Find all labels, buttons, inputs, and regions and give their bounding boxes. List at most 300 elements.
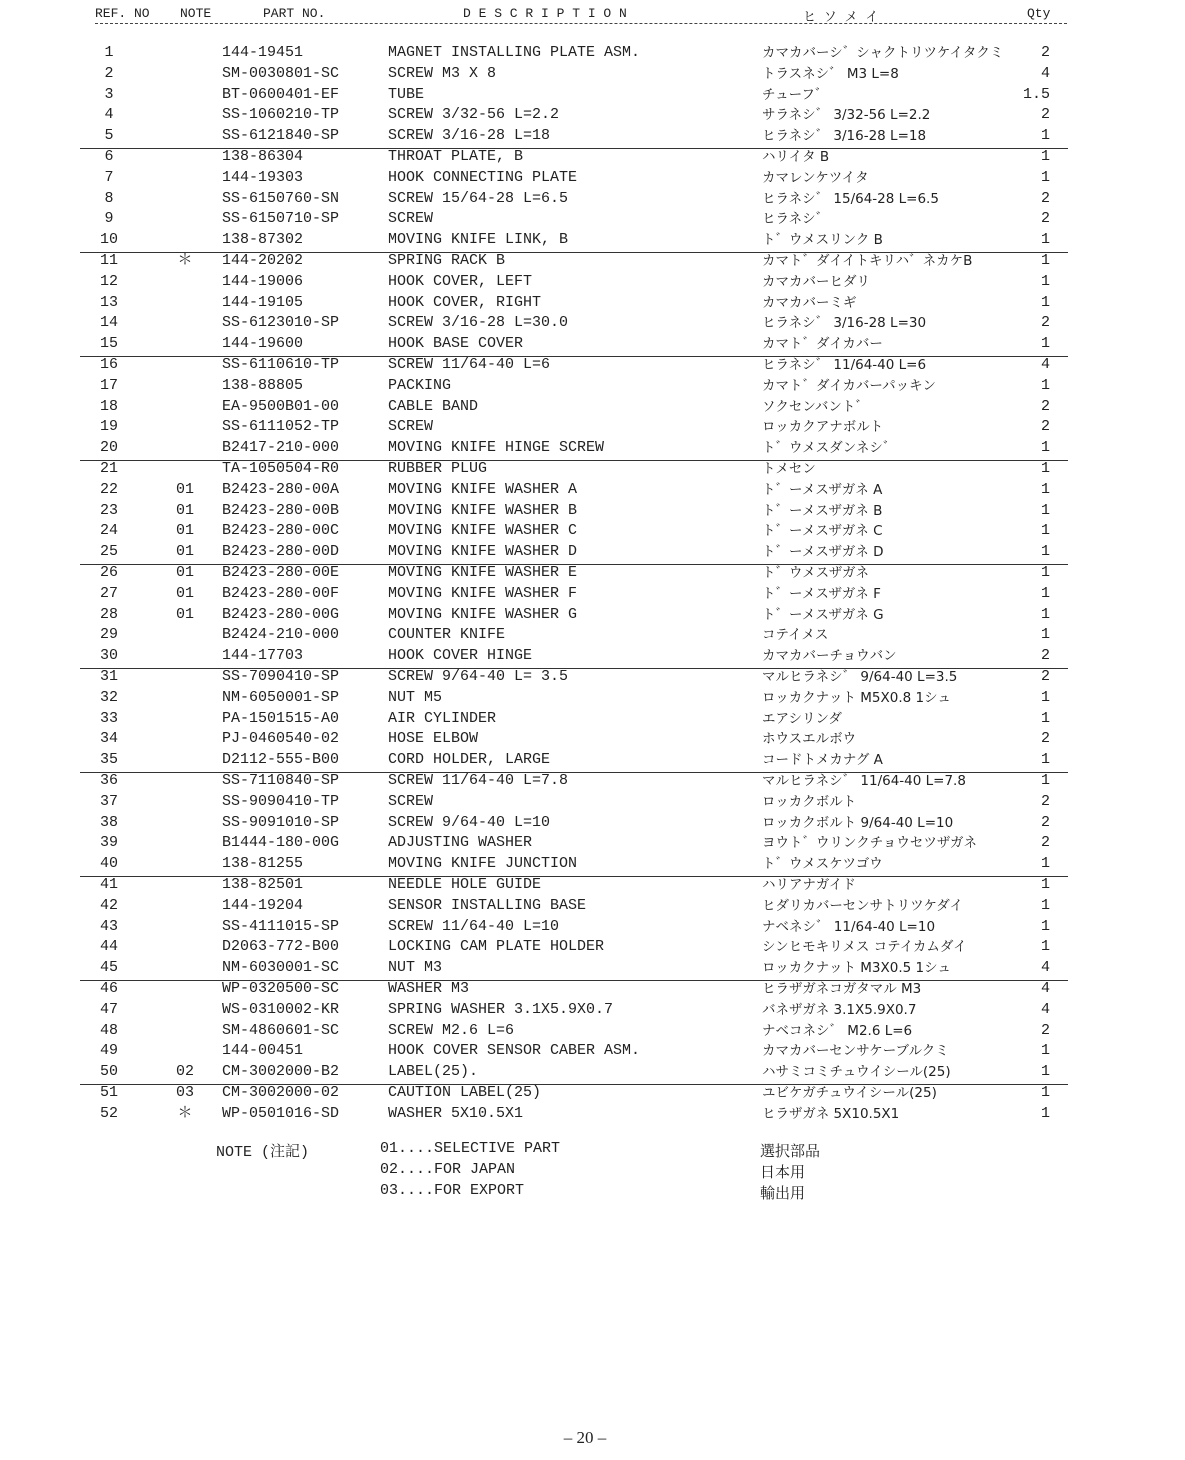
note-code-02: 02....FOR JAPAN bbox=[380, 1161, 516, 1178]
ref-no-cell: 35 bbox=[99, 751, 118, 769]
header-description: D E S C R I P T I O N bbox=[463, 6, 627, 21]
header-part-no: PART NO. bbox=[263, 6, 326, 21]
kana-name-cell: サラネシ゛ 3/32-56 L=2.2 bbox=[762, 107, 931, 124]
kana-name-cell: カマカバーヒダリ bbox=[762, 273, 870, 290]
description-cell: HOOK COVER, RIGHT bbox=[388, 293, 542, 311]
qty-cell: 2 bbox=[1040, 314, 1050, 332]
qty-cell: 2 bbox=[1040, 418, 1050, 436]
table-row bbox=[0, 605, 1185, 626]
ref-no-cell: 12 bbox=[99, 272, 118, 290]
part-no-cell: SS-7090410-SP bbox=[222, 668, 340, 685]
part-no-cell: 138-86304 bbox=[222, 148, 304, 165]
ref-no-cell: 31 bbox=[99, 668, 118, 685]
qty-cell: 1.5 bbox=[1022, 85, 1050, 103]
page-number: – 20 – bbox=[563, 1428, 607, 1447]
part-no-cell: PA-1501515-A0 bbox=[222, 709, 340, 727]
qty-cell: 1 bbox=[1040, 917, 1050, 935]
kana-name-cell: ト゛ーメスザガネ C bbox=[762, 523, 883, 540]
table-row bbox=[0, 958, 1185, 979]
note-cell: 01 bbox=[175, 480, 194, 498]
qty-cell: 1 bbox=[1040, 564, 1050, 581]
description-cell: SCREW 9/64-40 L=10 bbox=[388, 813, 551, 831]
kana-name-cell: ロッカクボルト bbox=[762, 793, 857, 810]
description-cell: SPRING WASHER 3.1X5.9X0.7 bbox=[388, 1000, 614, 1018]
qty-cell: 1 bbox=[1040, 460, 1050, 477]
ref-no-cell: 2 bbox=[104, 64, 114, 82]
table-row bbox=[0, 1000, 1185, 1021]
kana-name-cell: ト゛ーメスザガネ F bbox=[762, 585, 881, 602]
qty-cell: 2 bbox=[1040, 668, 1050, 685]
kana-name-cell: ト゛ーメスザガネ D bbox=[762, 544, 884, 561]
part-no-cell: B2423-280-00A bbox=[222, 480, 340, 498]
kana-name-cell: カマカバーミギ bbox=[762, 294, 857, 311]
table-row bbox=[0, 105, 1185, 126]
ref-no-cell: 1 bbox=[104, 44, 114, 61]
kana-name-cell: カマト゛ダイカバー bbox=[762, 336, 883, 353]
qty-cell: 1 bbox=[1040, 439, 1050, 457]
note-code-01: 01....SELECTIVE PART bbox=[380, 1140, 561, 1157]
part-no-cell: WP-0320500-SC bbox=[222, 980, 340, 997]
part-no-cell: BT-0600401-EF bbox=[222, 85, 340, 103]
table-header bbox=[95, 6, 1067, 28]
description-cell: HOOK CONNECTING PLATE bbox=[388, 168, 578, 186]
description-cell: LOCKING CAM PLATE HOLDER bbox=[388, 938, 605, 956]
qty-cell: 1 bbox=[1040, 896, 1050, 914]
ref-no-cell: 18 bbox=[99, 397, 118, 415]
description-cell: SCREW 15/64-28 L=6.5 bbox=[388, 189, 569, 207]
ref-no-cell: 41 bbox=[99, 876, 118, 893]
header-note: NOTE bbox=[180, 6, 212, 21]
ref-no-cell: 52 bbox=[99, 1104, 118, 1122]
kana-name-cell: ヒダリカバーセンサトリツケダイ bbox=[762, 897, 964, 914]
kana-name-cell: マルヒラネシ゛ 9/64-40 L=3.5 bbox=[762, 669, 958, 685]
description-cell: SCREW bbox=[388, 418, 434, 436]
description-cell: LABEL(25). bbox=[388, 1063, 479, 1081]
part-no-cell: D2112-555-B00 bbox=[222, 751, 340, 769]
header-ref-no: REF. NO bbox=[95, 6, 150, 21]
table-row bbox=[0, 563, 1185, 584]
table-row bbox=[0, 979, 1185, 1000]
description-cell: MOVING KNIFE JUNCTION bbox=[388, 855, 578, 873]
qty-cell: 1 bbox=[1040, 1042, 1050, 1060]
kana-name-cell: カマト゛ダイカバーパッキン bbox=[762, 377, 937, 394]
part-no-cell: SM-4860601-SC bbox=[222, 1021, 340, 1039]
kana-name-cell: ホウスエルボウ bbox=[762, 731, 857, 748]
description-cell: SCREW 3/16-28 L=18 bbox=[388, 127, 551, 145]
ref-no-cell: 45 bbox=[99, 959, 118, 977]
kana-name-cell: ヒラネシ゛ bbox=[762, 211, 830, 228]
part-no-cell: SS-9091010-SP bbox=[222, 813, 340, 831]
table-row bbox=[0, 293, 1185, 314]
ref-no-cell: 20 bbox=[99, 439, 118, 457]
kana-name-cell: カマト゛ダイイトキリハ゛ネカケB bbox=[762, 253, 973, 269]
note-cell: ＊ bbox=[177, 1104, 193, 1122]
part-no-cell: B2417-210-000 bbox=[222, 439, 340, 457]
part-no-cell: SS-6150710-SP bbox=[222, 210, 340, 228]
part-no-cell: CM-3002000-B2 bbox=[222, 1063, 340, 1081]
table-row bbox=[0, 480, 1185, 501]
qty-cell: 1 bbox=[1040, 252, 1050, 269]
description-cell: SCREW 11/64-40 L=7.8 bbox=[388, 772, 569, 789]
note-jp-01: 選択部品 bbox=[760, 1142, 821, 1160]
table-row bbox=[0, 355, 1185, 376]
part-no-cell: 144-19105 bbox=[222, 293, 304, 311]
kana-name-cell: ナベコネシ゛ M2.6 L=6 bbox=[762, 1022, 913, 1039]
table-row bbox=[0, 688, 1185, 709]
note-cell: 03 bbox=[175, 1084, 194, 1101]
kana-name-cell: ロッカクナット M3X0.5 1シュ bbox=[762, 960, 951, 977]
qty-cell: 4 bbox=[1040, 1000, 1050, 1018]
description-cell: THROAT PLATE, B bbox=[388, 148, 524, 165]
table-row bbox=[0, 189, 1185, 210]
qty-cell: 1 bbox=[1040, 688, 1050, 706]
ref-no-cell: 22 bbox=[99, 480, 118, 498]
ref-no-cell: 48 bbox=[99, 1021, 118, 1039]
ref-no-cell: 34 bbox=[99, 730, 118, 748]
table-row bbox=[0, 397, 1185, 418]
kana-name-cell: ヒラネシ゛ 3/16-28 L=30 bbox=[762, 315, 927, 332]
table-row bbox=[0, 1021, 1185, 1042]
qty-cell: 1 bbox=[1040, 127, 1050, 145]
table-row bbox=[0, 937, 1185, 958]
qty-cell: 1 bbox=[1040, 293, 1050, 311]
ref-no-cell: 49 bbox=[99, 1042, 118, 1060]
part-no-cell: 144-19303 bbox=[222, 168, 304, 186]
qty-cell: 1 bbox=[1040, 938, 1050, 956]
description-cell: HOSE ELBOW bbox=[388, 730, 479, 748]
table-row bbox=[0, 85, 1185, 106]
qty-cell: 2 bbox=[1040, 397, 1050, 415]
qty-cell: 4 bbox=[1040, 980, 1050, 997]
ref-no-cell: 33 bbox=[99, 709, 118, 727]
qty-cell: 2 bbox=[1040, 210, 1050, 228]
ref-no-cell: 5 bbox=[104, 127, 114, 145]
table-row bbox=[0, 896, 1185, 917]
part-no-cell: B1444-180-00G bbox=[222, 834, 340, 852]
kana-name-cell: カマカバーチョウバン bbox=[762, 648, 897, 665]
description-cell: MOVING KNIFE WASHER B bbox=[388, 501, 578, 519]
kana-name-cell: ハリイタ B bbox=[762, 149, 830, 165]
description-cell: WASHER M3 bbox=[388, 980, 470, 997]
table-row bbox=[0, 542, 1185, 563]
ref-no-cell: 25 bbox=[99, 543, 118, 561]
qty-cell: 2 bbox=[1040, 813, 1050, 831]
qty-cell: 1 bbox=[1040, 855, 1050, 873]
description-cell: RUBBER PLUG bbox=[388, 460, 488, 477]
part-no-cell: 144-00451 bbox=[222, 1042, 304, 1060]
part-no-cell: 144-20202 bbox=[222, 252, 304, 269]
kana-name-cell: カマカバーセンサケーブルクミ bbox=[762, 1043, 949, 1060]
table-row bbox=[0, 667, 1185, 688]
kana-name-cell: ヒラネシ゛ 11/64-40 L=6 bbox=[762, 357, 927, 373]
part-no-cell: TA-1050504-R0 bbox=[222, 460, 340, 477]
table-row bbox=[0, 43, 1185, 64]
description-cell: NUT M3 bbox=[388, 959, 443, 977]
part-no-cell: 138-81255 bbox=[222, 855, 304, 873]
part-no-cell: B2424-210-000 bbox=[222, 626, 340, 644]
table-row bbox=[0, 230, 1185, 251]
kana-name-cell: ナベネシ゛ 11/64-40 L=10 bbox=[762, 918, 936, 935]
ref-no-cell: 36 bbox=[99, 772, 118, 789]
description-cell: CAUTION LABEL(25) bbox=[388, 1084, 542, 1101]
table-row bbox=[0, 875, 1185, 896]
note-cell: 01 bbox=[175, 584, 194, 602]
description-cell: PACKING bbox=[388, 376, 452, 394]
table-row bbox=[0, 917, 1185, 938]
note-jp-02: 日本用 bbox=[760, 1163, 806, 1181]
table-row bbox=[0, 750, 1185, 771]
part-no-cell: EA-9500B01-00 bbox=[222, 397, 340, 415]
qty-cell: 1 bbox=[1040, 1063, 1050, 1081]
header-dashed-rule bbox=[95, 23, 1067, 24]
part-no-cell: 144-19451 bbox=[222, 44, 304, 61]
kana-name-cell: ト゛ーメスザガネ B bbox=[762, 502, 883, 519]
table-row bbox=[0, 792, 1185, 813]
table-row bbox=[0, 729, 1185, 750]
kana-name-cell: カマレンケツイタ bbox=[762, 169, 869, 186]
note-cell: 01 bbox=[175, 543, 194, 561]
qty-cell: 2 bbox=[1040, 647, 1050, 665]
qty-cell: 1 bbox=[1040, 376, 1050, 394]
table-row bbox=[0, 459, 1185, 480]
part-no-cell: NM-6050001-SP bbox=[222, 688, 340, 706]
description-cell: MOVING KNIFE WASHER D bbox=[388, 543, 578, 561]
kana-name-cell: ヒラザガネコガタマル M3 bbox=[762, 981, 922, 997]
ref-no-cell: 9 bbox=[104, 210, 114, 228]
description-cell: SCREW 3/32-56 L=2.2 bbox=[388, 106, 560, 124]
description-cell: MOVING KNIFE WASHER E bbox=[388, 564, 578, 581]
description-cell: SCREW bbox=[388, 792, 434, 810]
part-no-cell: 144-17703 bbox=[222, 647, 304, 665]
part-no-cell: SS-9090410-TP bbox=[222, 792, 340, 810]
part-no-cell: PJ-0460540-02 bbox=[222, 730, 340, 748]
part-no-cell: SS-6110610-TP bbox=[222, 356, 340, 373]
ref-no-cell: 3 bbox=[104, 85, 114, 103]
part-no-cell: 138-87302 bbox=[222, 231, 304, 249]
description-cell: HOOK COVER HINGE bbox=[388, 647, 533, 665]
description-cell: HOOK COVER SENSOR CABER ASM. bbox=[388, 1042, 641, 1060]
qty-cell: 1 bbox=[1040, 709, 1050, 727]
table-row bbox=[0, 584, 1185, 605]
kana-name-cell: ヨウト゛ウリンクチョウセツザガネ bbox=[762, 835, 978, 852]
table-row bbox=[0, 521, 1185, 542]
qty-cell: 1 bbox=[1040, 272, 1050, 290]
kana-name-cell: ト゛ウメスダンネシ゛ bbox=[762, 440, 897, 457]
table-row bbox=[0, 209, 1185, 230]
part-no-cell: 138-88805 bbox=[222, 376, 304, 394]
part-no-cell: 144-19006 bbox=[222, 272, 304, 290]
part-no-cell: SS-6111052-TP bbox=[222, 418, 340, 436]
qty-cell: 1 bbox=[1040, 543, 1050, 561]
kana-name-cell: ハリアナガイド bbox=[762, 877, 856, 893]
description-cell: HOOK BASE COVER bbox=[388, 335, 524, 353]
table-row bbox=[0, 251, 1185, 272]
kana-name-cell: ヒラザガネ 5X10.5X1 bbox=[762, 1105, 900, 1122]
kana-name-cell: ロッカクボルト 9/64-40 L=10 bbox=[762, 814, 954, 831]
description-cell: MOVING KNIFE WASHER C bbox=[388, 522, 578, 540]
description-cell: COUNTER KNIFE bbox=[388, 626, 506, 644]
description-cell: SCREW 11/64-40 L=6 bbox=[388, 356, 551, 373]
part-no-cell: D2063-772-B00 bbox=[222, 938, 340, 956]
ref-no-cell: 11 bbox=[99, 252, 118, 269]
part-no-cell: 144-19600 bbox=[222, 335, 304, 353]
ref-no-cell: 46 bbox=[99, 980, 118, 997]
qty-cell: 4 bbox=[1040, 959, 1050, 977]
ref-no-cell: 37 bbox=[99, 792, 118, 810]
ref-no-cell: 17 bbox=[99, 376, 118, 394]
table-row bbox=[0, 64, 1185, 85]
table-row bbox=[0, 625, 1185, 646]
qty-cell: 2 bbox=[1040, 792, 1050, 810]
ref-no-cell: 38 bbox=[99, 813, 118, 831]
table-row bbox=[0, 1104, 1185, 1125]
part-no-cell: 138-82501 bbox=[222, 876, 304, 893]
note-cell: 01 bbox=[175, 564, 194, 581]
part-no-cell: B2423-280-00G bbox=[222, 605, 340, 623]
table-row bbox=[0, 501, 1185, 522]
description-cell: MOVING KNIFE LINK, B bbox=[388, 231, 569, 249]
kana-name-cell: ロッカクアナボルト bbox=[762, 419, 884, 436]
description-cell: WASHER 5X10.5X1 bbox=[388, 1104, 524, 1122]
description-cell: SCREW 9/64-40 L= 3.5 bbox=[388, 668, 569, 685]
ref-no-cell: 29 bbox=[99, 626, 118, 644]
ref-no-cell: 16 bbox=[99, 356, 118, 373]
qty-cell: 1 bbox=[1040, 1084, 1050, 1101]
qty-cell: 4 bbox=[1040, 64, 1050, 82]
table-row bbox=[0, 771, 1185, 792]
part-no-cell: B2423-280-00F bbox=[222, 584, 340, 602]
qty-cell: 1 bbox=[1040, 751, 1050, 769]
ref-no-cell: 43 bbox=[99, 917, 118, 935]
qty-cell: 1 bbox=[1040, 501, 1050, 519]
kana-name-cell: トメセン bbox=[762, 461, 816, 477]
ref-no-cell: 26 bbox=[99, 564, 118, 581]
kana-name-cell: トラスネシ゛ M3 L=8 bbox=[762, 65, 899, 82]
kana-name-cell: ハサミコミチュウイシール(25) bbox=[762, 1064, 951, 1081]
part-no-cell: B2423-280-00D bbox=[222, 543, 340, 561]
ref-no-cell: 42 bbox=[99, 896, 118, 914]
kana-name-cell: チューフ゛ bbox=[762, 86, 829, 103]
ref-no-cell: 23 bbox=[99, 501, 118, 519]
part-no-cell: B2423-280-00C bbox=[222, 522, 340, 540]
ref-no-cell: 7 bbox=[104, 168, 114, 186]
kana-name-cell: ユビケガチュウイシール(25) bbox=[762, 1085, 937, 1101]
ref-no-cell: 14 bbox=[99, 314, 118, 332]
ref-no-cell: 8 bbox=[104, 189, 114, 207]
ref-no-cell: 32 bbox=[99, 688, 118, 706]
qty-cell: 1 bbox=[1040, 772, 1050, 789]
description-cell: SENSOR INSTALLING BASE bbox=[388, 896, 587, 914]
description-cell: MOVING KNIFE WASHER G bbox=[388, 605, 578, 623]
note-cell: 01 bbox=[175, 605, 194, 623]
table-row bbox=[0, 147, 1185, 168]
part-no-cell: CM-3002000-02 bbox=[222, 1084, 340, 1101]
part-no-cell: B2423-280-00B bbox=[222, 501, 340, 519]
table-row bbox=[0, 813, 1185, 834]
header-kana: ヒ ソ メ イ bbox=[803, 10, 879, 25]
part-no-cell: SS-6121840-SP bbox=[222, 127, 340, 145]
ref-no-cell: 21 bbox=[99, 460, 118, 477]
description-cell: CABLE BAND bbox=[388, 397, 479, 415]
description-cell: ADJUSTING WASHER bbox=[388, 834, 533, 852]
ref-no-cell: 4 bbox=[104, 106, 114, 124]
ref-no-cell: 40 bbox=[99, 855, 118, 873]
note-code-03: 03....FOR EXPORT bbox=[380, 1182, 525, 1199]
part-no-cell: WS-0310002-KR bbox=[222, 1000, 340, 1018]
description-cell: NUT M5 bbox=[388, 688, 443, 706]
kana-name-cell: バネザガネ 3.1X5.9X0.7 bbox=[762, 1001, 917, 1018]
table-row bbox=[0, 313, 1185, 334]
qty-cell: 1 bbox=[1040, 231, 1050, 249]
table-row bbox=[0, 272, 1185, 293]
table-row bbox=[0, 334, 1185, 355]
ref-no-cell: 28 bbox=[99, 605, 118, 623]
kana-name-cell: ヒラネシ゛ 15/64-28 L=6.5 bbox=[762, 190, 939, 207]
ref-no-cell: 13 bbox=[99, 293, 118, 311]
kana-name-cell: ト゛ウメスリンク B bbox=[762, 232, 883, 249]
description-cell: AIR CYLINDER bbox=[388, 709, 497, 727]
table-row bbox=[0, 1041, 1185, 1062]
table-row bbox=[0, 376, 1185, 397]
table-row bbox=[0, 1062, 1185, 1083]
ref-no-cell: 15 bbox=[99, 335, 118, 353]
kana-name-cell: ト゛ウメスザガネ bbox=[762, 565, 870, 581]
description-cell: MOVING KNIFE HINGE SCREW bbox=[388, 439, 605, 457]
description-cell: SPRING RACK B bbox=[388, 252, 506, 269]
kana-name-cell: ト゛ーメスザガネ A bbox=[762, 481, 883, 498]
kana-name-cell: ロッカクナット M5X0.8 1シュ bbox=[762, 689, 951, 706]
qty-cell: 2 bbox=[1040, 834, 1050, 852]
description-cell: SCREW M3 X 8 bbox=[388, 64, 497, 82]
ref-no-cell: 24 bbox=[99, 522, 118, 540]
header-qty: Qty bbox=[1027, 6, 1051, 21]
kana-name-cell: カマカバーシ゛シャクトリツケイタクミ bbox=[762, 45, 1004, 61]
qty-cell: 1 bbox=[1040, 522, 1050, 540]
kana-name-cell: ソクセンバント゛ bbox=[762, 398, 869, 415]
note-cell: 01 bbox=[175, 501, 194, 519]
ref-no-cell: 51 bbox=[99, 1084, 118, 1101]
table-row bbox=[0, 168, 1185, 189]
description-cell: NEEDLE HOLE GUIDE bbox=[388, 876, 542, 893]
description-cell: SCREW 11/64-40 L=10 bbox=[388, 917, 560, 935]
kana-name-cell: コテイメス bbox=[762, 627, 829, 644]
description-cell: HOOK COVER, LEFT bbox=[388, 272, 533, 290]
kana-name-cell: コードトメカナグ A bbox=[762, 752, 883, 769]
qty-cell: 1 bbox=[1040, 480, 1050, 498]
qty-cell: 1 bbox=[1040, 168, 1050, 186]
qty-cell: 1 bbox=[1040, 605, 1050, 623]
part-no-cell: SS-7110840-SP bbox=[222, 772, 340, 789]
ref-no-cell: 27 bbox=[99, 584, 118, 602]
part-no-cell: SS-1060210-TP bbox=[222, 106, 340, 124]
part-no-cell: SS-6123010-SP bbox=[222, 314, 340, 332]
table-row bbox=[0, 417, 1185, 438]
qty-cell: 2 bbox=[1040, 730, 1050, 748]
ref-no-cell: 39 bbox=[99, 834, 118, 852]
kana-name-cell: ト゛ーメスザガネ G bbox=[762, 606, 884, 623]
table-row bbox=[0, 126, 1185, 147]
qty-cell: 1 bbox=[1040, 335, 1050, 353]
qty-cell: 2 bbox=[1040, 189, 1050, 207]
part-no-cell: WP-0501016-SD bbox=[222, 1104, 340, 1122]
description-cell: TUBE bbox=[388, 85, 425, 103]
ref-no-cell: 44 bbox=[99, 938, 118, 956]
description-cell: MAGNET INSTALLING PLATE ASM. bbox=[388, 44, 641, 61]
part-no-cell: 144-19204 bbox=[222, 896, 304, 914]
ref-no-cell: 30 bbox=[99, 647, 118, 665]
qty-cell: 1 bbox=[1040, 148, 1050, 165]
part-no-cell: SM-0030801-SC bbox=[222, 64, 340, 82]
